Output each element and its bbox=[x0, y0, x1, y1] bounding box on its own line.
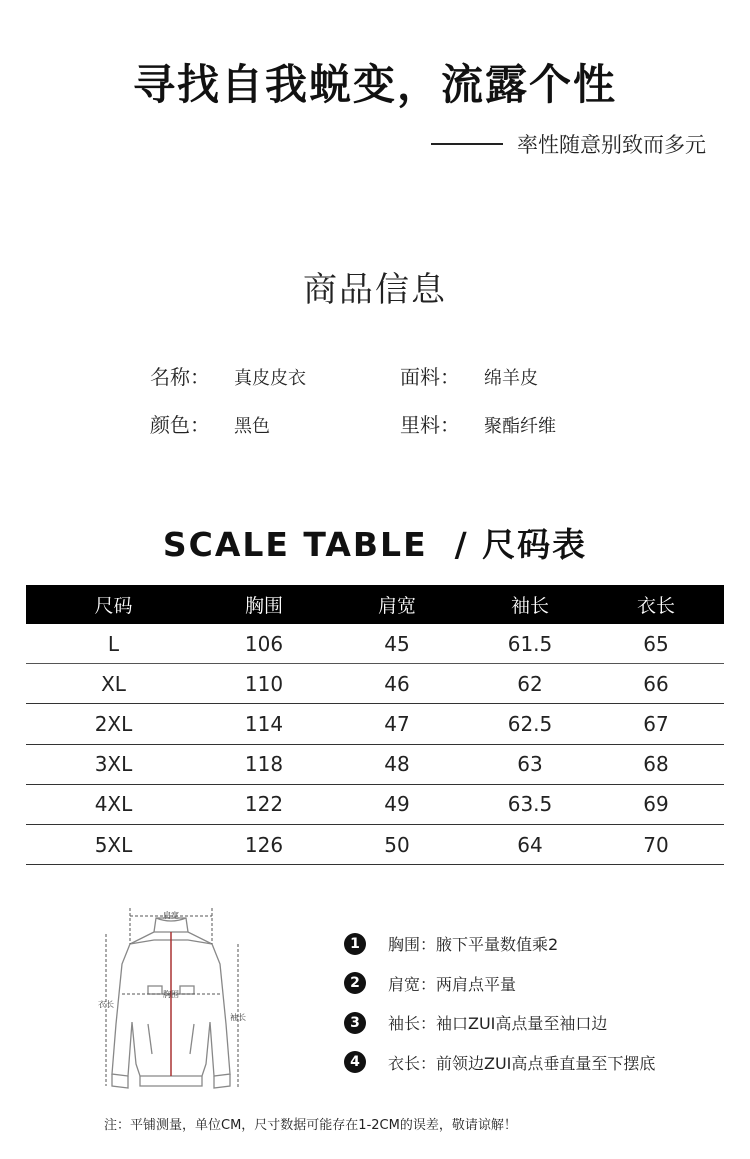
table-cell: 65 bbox=[643, 631, 669, 656]
table-cell: 2XL bbox=[94, 711, 133, 736]
headline: 寻找自我蜕变，流露个性 bbox=[132, 60, 617, 109]
info-lining bbox=[400, 409, 556, 438]
table-cell: 118 bbox=[244, 752, 284, 777]
table-cell: 70 bbox=[643, 832, 669, 857]
table-cell: 67 bbox=[643, 711, 669, 736]
jacket-measurement-diagram bbox=[92, 904, 250, 1100]
table-cell: 4XL bbox=[94, 792, 133, 817]
info-fabric bbox=[400, 361, 538, 390]
table-cell: 5XL bbox=[94, 832, 133, 857]
table-row bbox=[26, 704, 724, 744]
note-item bbox=[344, 924, 655, 964]
note-text: 肩宽：两肩点平量 bbox=[388, 974, 517, 994]
table-row bbox=[26, 664, 724, 704]
note-text: 袖长：袖口ZUI高点量至袖口边 bbox=[388, 1014, 608, 1034]
table-cell: 126 bbox=[244, 832, 284, 857]
size-table bbox=[26, 585, 724, 865]
note-text: 衣长：前领边ZUI高点垂直量至下摆底 bbox=[388, 1053, 656, 1073]
number-badge-icon: 4 bbox=[344, 1051, 366, 1073]
table-cell: 110 bbox=[244, 671, 284, 696]
table-row bbox=[26, 745, 724, 785]
measurement-notes bbox=[344, 924, 655, 1082]
table-cell: 45 bbox=[384, 631, 410, 656]
header-cell: 胸围 bbox=[244, 595, 283, 617]
info-label: 面料： bbox=[400, 365, 460, 389]
info-value: 黑色 bbox=[234, 416, 270, 437]
info-label: 颜色： bbox=[150, 413, 210, 437]
table-cell: L bbox=[107, 631, 120, 656]
number-badge-icon: 2 bbox=[344, 972, 366, 994]
table-row bbox=[26, 785, 724, 825]
table-cell: 114 bbox=[244, 711, 284, 736]
table-cell: 69 bbox=[643, 792, 669, 817]
footnote: 注：平铺测量，单位CM，尺寸数据可能存在1-2CM的误差，敬请谅解！ bbox=[104, 1118, 517, 1133]
info-label: 名称： bbox=[150, 365, 210, 389]
diagram-sleeve-label: 袖长 bbox=[230, 1013, 246, 1022]
note-text: 胸围：腋下平量数值乘2 bbox=[388, 935, 559, 955]
note-item bbox=[344, 1043, 655, 1083]
table-cell: XL bbox=[101, 671, 126, 696]
info-value: 真皮皮衣 bbox=[234, 368, 306, 389]
diagram-length-label: 衣长 bbox=[98, 1000, 114, 1009]
table-cell: 62 bbox=[517, 671, 543, 696]
table-row bbox=[26, 624, 724, 664]
table-header bbox=[26, 585, 724, 624]
table-row bbox=[26, 825, 724, 865]
tagline bbox=[431, 129, 706, 159]
table-cell: 106 bbox=[244, 631, 284, 656]
tagline-text: 率性随意别致而多元 bbox=[517, 133, 706, 157]
number-badge-icon: 1 bbox=[344, 933, 366, 955]
table-cell: 47 bbox=[384, 711, 410, 736]
header-cell: 衣长 bbox=[636, 595, 675, 617]
tagline-divider bbox=[431, 143, 503, 145]
table-cell: 62.5 bbox=[507, 711, 553, 736]
table-cell: 66 bbox=[643, 671, 669, 696]
table-cell: 3XL bbox=[94, 752, 133, 777]
table-cell: 46 bbox=[384, 671, 410, 696]
info-label: 里料： bbox=[400, 413, 460, 437]
table-cell: 63 bbox=[517, 752, 543, 777]
table-cell: 50 bbox=[384, 832, 410, 857]
table-cell: 48 bbox=[384, 752, 410, 777]
table-cell: 61.5 bbox=[507, 631, 553, 656]
scale-table-title: SCALE TABLE / 尺码表 bbox=[162, 525, 588, 564]
table-cell: 49 bbox=[384, 792, 410, 817]
table-cell: 63.5 bbox=[507, 792, 553, 817]
header-cell: 尺码 bbox=[94, 595, 133, 617]
table-cell: 68 bbox=[643, 752, 669, 777]
product-info-title: 商品信息 bbox=[303, 270, 447, 310]
header-cell: 袖长 bbox=[510, 595, 549, 617]
diagram-shoulder-label: 肩宽 bbox=[163, 911, 179, 920]
note-item bbox=[344, 964, 655, 1004]
number-badge-icon: 3 bbox=[344, 1012, 366, 1034]
info-color bbox=[150, 409, 270, 438]
diagram-chest-label: 胸围 bbox=[163, 990, 179, 999]
header-cell: 肩宽 bbox=[377, 595, 416, 617]
note-item bbox=[344, 1003, 655, 1043]
table-cell: 64 bbox=[517, 832, 543, 857]
info-value: 绵羊皮 bbox=[484, 368, 538, 389]
table-cell: 122 bbox=[244, 792, 284, 817]
info-name bbox=[150, 361, 306, 390]
info-value: 聚酯纤维 bbox=[484, 416, 556, 437]
